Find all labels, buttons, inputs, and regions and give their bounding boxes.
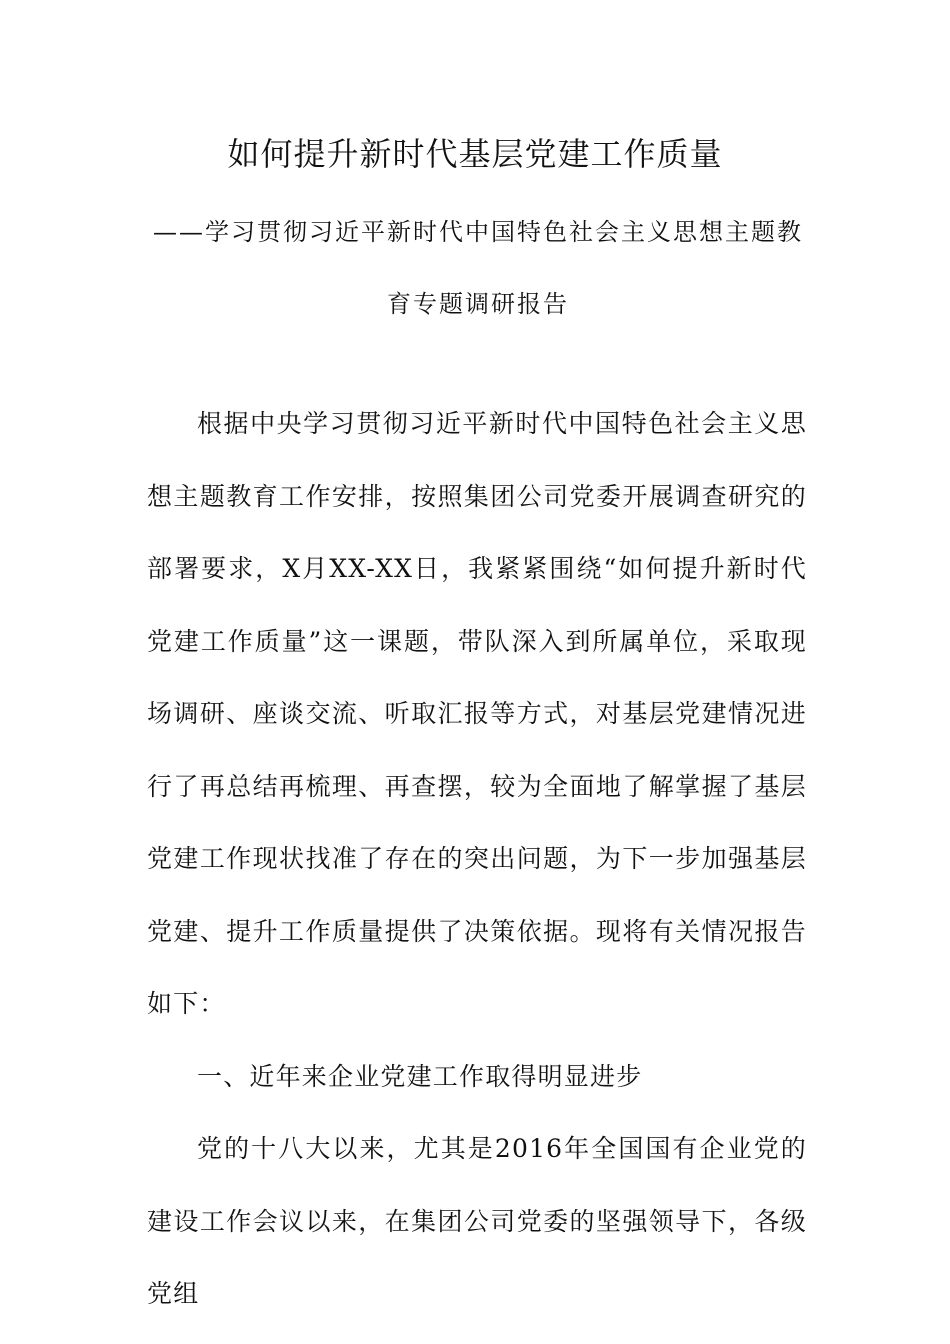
section-paragraph: 党的十八大以来，尤其是2016年全国国有企业党的建设工作会议以来，在集团公司党委的坚强领导下，各级党组	[147, 1134, 807, 1308]
document-title: 如何提升新时代基层党建工作质量	[227, 135, 723, 173]
document-subtitle: ——学习贯彻习近平新时代中国特色社会主义思想主题教育专题调研报告	[153, 218, 803, 318]
intro-paragraph: 根据中央学习贯彻习近平新时代中国特色社会主义思想主题教育工作安排，按照集团公司党委开展调查研究的部署要求，X月XX-XX日，我紧紧围绕“如何提升新时代党建工作质量”这一课题，带队深入到所属单位，采取现场调研、座谈交流、听取汇报等方式，对基层党建情况进行了再总结再梳理、再查摆，较为全面地了解掌握了基层党建工作现状找准了存在的突出问题，为下一步加强基层党建、提升工作质量提供了决策依据。现将有关情况报告如下：	[147, 409, 807, 1018]
section-heading: 一、近年来企业党建工作取得明显进步	[197, 1061, 643, 1091]
document-body	[147, 388, 807, 1331]
